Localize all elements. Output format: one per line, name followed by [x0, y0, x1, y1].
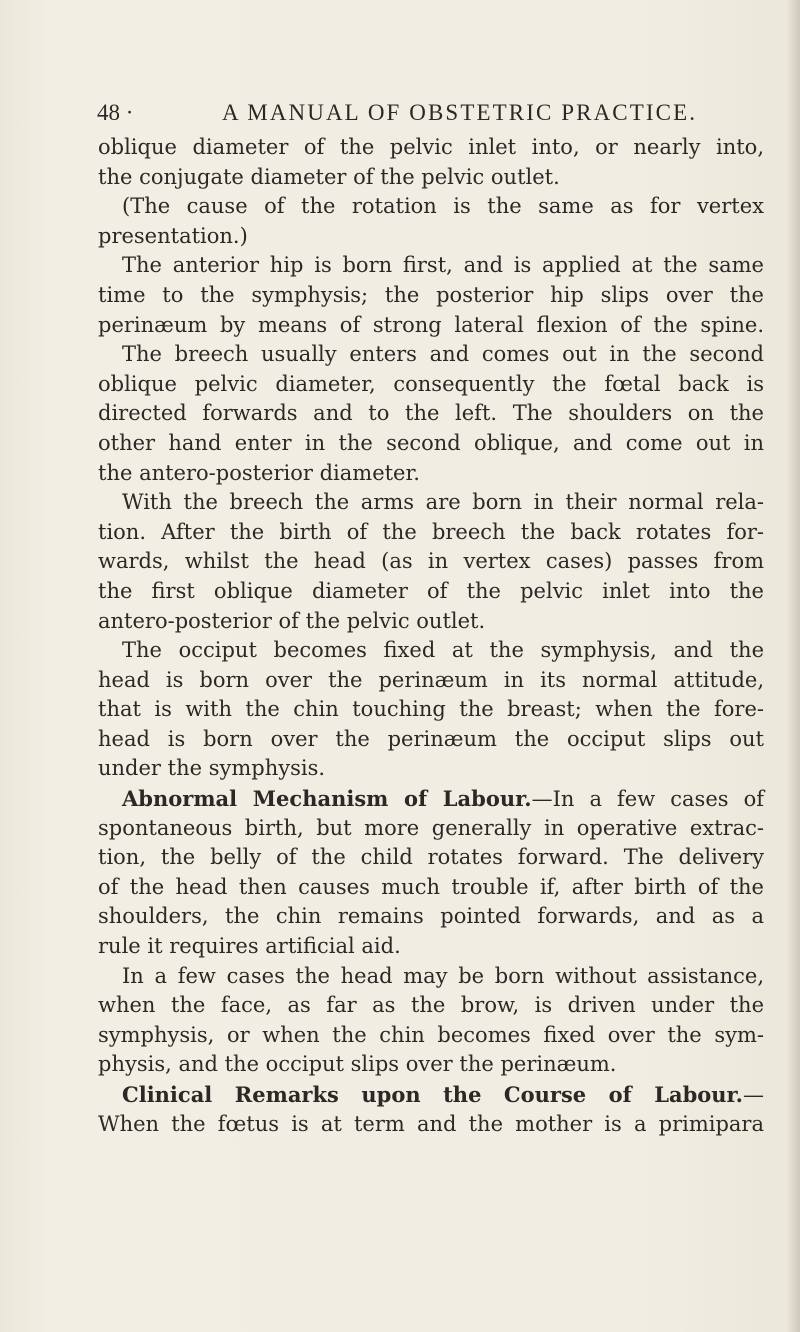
text-line: [98, 163, 764, 193]
text-line: [98, 1050, 764, 1080]
line-text: (The cause of the rotation is the same as for vertex: [122, 194, 764, 219]
line-text: perinæum by means of strong lateral flexion of the spine.: [98, 312, 764, 337]
line-text: rule it requires artificial aid.: [98, 934, 401, 959]
text-line: [98, 133, 764, 163]
text-line: [98, 607, 764, 637]
section-heading: Abnormal Mechanism of Labour.: [122, 786, 532, 812]
line-text: With the breech the arms are born in their normal rela-: [122, 490, 764, 515]
line-text: tion, the belly of the child rotates forward. The delivery: [98, 845, 764, 870]
text-line: [98, 932, 764, 962]
line-text: spontaneous birth, but more generally in operative extrac-: [98, 815, 764, 840]
text-line: [98, 488, 764, 518]
line-text: tion. After the birth of the breech the back rotates for-: [98, 519, 764, 544]
text-line: [98, 873, 764, 903]
text-line: [98, 577, 764, 607]
text-line: [98, 281, 764, 311]
page-header: [0, 96, 800, 130]
text-line: [98, 1021, 764, 1051]
text-line: [98, 814, 764, 844]
text-line: [98, 547, 764, 577]
text-line: [98, 251, 764, 281]
line-text: of the head then causes much trouble if, after birth of the: [98, 874, 764, 899]
line-text: wards, whilst the head (as in vertex cases) passes from: [98, 549, 764, 574]
page-number: 48 ·: [97, 100, 134, 125]
line-text: the antero-posterior diameter.: [98, 460, 420, 485]
text-line: [98, 399, 764, 429]
text-line: [98, 311, 764, 341]
line-text: the first oblique diameter of the pelvic inlet into the: [98, 578, 764, 603]
text-line: [98, 518, 764, 548]
line-text: the conjugate diameter of the pelvic outlet.: [98, 164, 560, 189]
line-text: head is born over the perinæum the occiput slips out: [98, 726, 764, 751]
line-text: that is with the chin touching the breast; when the fore-: [98, 697, 764, 722]
line-text: oblique diameter of the pelvic inlet into, or nearly into,: [98, 135, 764, 159]
text-line: [98, 340, 764, 370]
section-heading: Clinical Remarks upon the Course of Labour.: [122, 1082, 743, 1107]
line-text: under the symphysis.: [98, 756, 326, 781]
line-text: symphysis, or when the chin becomes fixed over the sym-: [98, 1022, 764, 1047]
text-line: [98, 1080, 764, 1110]
text-line: [98, 695, 764, 725]
text-line: [98, 902, 764, 932]
line-text: head is born over the perinæum in its normal attitude,: [98, 667, 764, 692]
line-text: The breech usually enters and comes out in the second: [122, 342, 764, 367]
text-line: [98, 1110, 764, 1140]
text-line: [98, 784, 764, 814]
page-edge-shadow: [786, 0, 800, 1332]
text-line: [98, 666, 764, 696]
line-text: The anterior hip is born first, and is applied at the same: [122, 253, 764, 278]
text-line: [98, 962, 764, 992]
text-line: [98, 192, 764, 222]
text-line: [98, 459, 764, 489]
line-text: other hand enter in the second oblique, and come out in: [98, 430, 764, 455]
line-text: antero-posterior of the pelvic outlet.: [98, 608, 486, 633]
line-text: physis, and the occiput slips over the perinæum.: [98, 1052, 617, 1077]
line-text: The occiput becomes fixed at the symphysis, and the: [122, 638, 764, 663]
line-text: presentation.): [98, 223, 248, 248]
line-text: When the fœtus is at term and the mother is a primipara: [98, 1111, 764, 1136]
line-text: when the face, as far as the brow, is driven under the: [98, 993, 764, 1018]
running-title: A MANUAL OF OBSTETRIC PRACTICE.: [222, 100, 698, 125]
line-text: time to the symphysis; the posterior hip slips over the: [98, 282, 764, 307]
text-line: [98, 843, 764, 873]
text-line: [98, 725, 764, 755]
line-text: directed forwards and to the left. The shoulders on the: [98, 401, 764, 426]
text-line: [98, 222, 764, 252]
line-text: —: [743, 1083, 764, 1107]
line-text: oblique pelvic diameter, consequently the fœtal back is: [98, 371, 764, 396]
text-line: [98, 429, 764, 459]
line-text: —In a few cases of: [531, 787, 764, 812]
text-line: [98, 991, 764, 1021]
text-line: [98, 754, 764, 784]
line-text: In a few cases the head may be born without assistance,: [122, 963, 764, 988]
text-line: [98, 370, 764, 400]
body-text: [98, 133, 764, 1139]
text-line: [98, 636, 764, 666]
line-text: shoulders, the chin remains pointed forwards, and as a: [98, 904, 764, 929]
